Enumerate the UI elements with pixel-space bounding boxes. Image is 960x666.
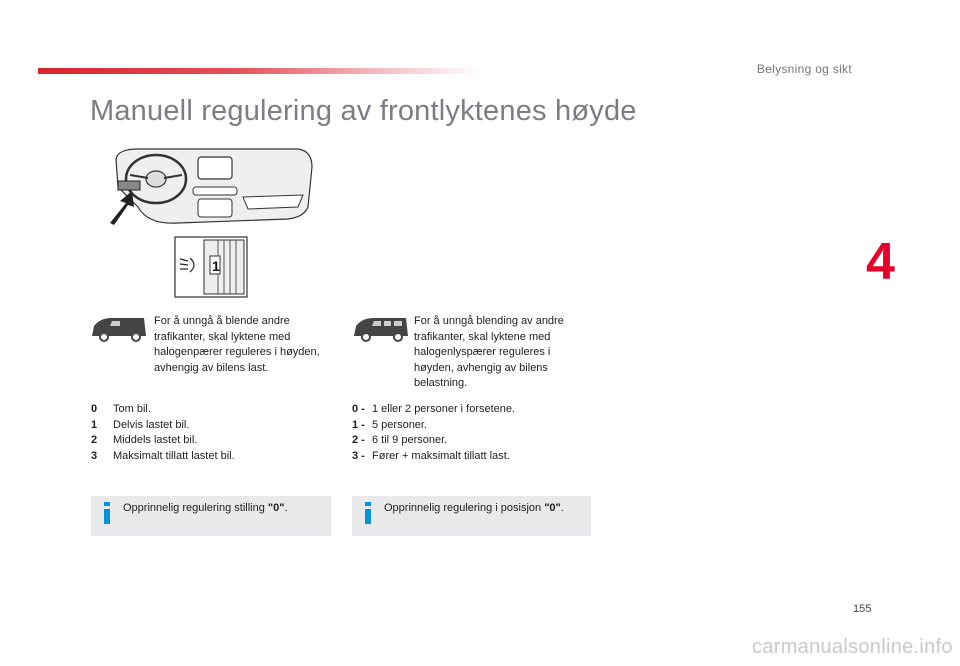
page-title: Manuell regulering av frontlyktenes høyde [90, 95, 637, 127]
list-text: Tom bil. [113, 403, 151, 415]
list-item [91, 433, 235, 449]
list-text: Middels lastet bil. [113, 434, 198, 446]
note-suffix: . [284, 502, 288, 514]
list-item [352, 449, 515, 465]
info-icon [362, 502, 374, 524]
info-icon [101, 502, 113, 524]
right-load-list [352, 402, 515, 464]
list-key: 3 - [352, 449, 365, 462]
list-key: 2 [91, 434, 98, 446]
note-prefix: Opprinnelig regulering i posisjon [384, 502, 545, 514]
list-text: 5 personer. [372, 418, 428, 431]
left-load-list [91, 402, 235, 464]
list-key: 0 [91, 403, 98, 415]
list-key: 1 [91, 418, 98, 431]
list-text: Delvis lastet bil. [113, 418, 190, 431]
list-text: 1 eller 2 personer i forsetene. [372, 403, 516, 415]
list-item [91, 449, 235, 465]
list-text: Maksimalt tillatt lastet bil. [113, 449, 235, 462]
list-item [352, 418, 515, 434]
note-text [123, 502, 288, 514]
note-value: "0" [544, 502, 561, 514]
page-number: 155 [853, 603, 872, 615]
dashboard-illustration [108, 147, 314, 227]
list-item [352, 433, 515, 449]
info-note-right [352, 496, 591, 536]
header-accent-bar [38, 68, 483, 74]
headlamp-adjust-knob-icon [174, 236, 248, 298]
watermark: carmanualsonline.info [752, 636, 953, 658]
info-note-left [91, 496, 331, 536]
note-text [384, 502, 564, 514]
van-icon [90, 316, 148, 342]
list-key: 3 [91, 449, 98, 462]
note-value: "0" [267, 502, 285, 514]
list-key: 1 - [352, 418, 365, 431]
switch-position-label: 1 [212, 258, 220, 274]
left-description: For å unngå å blende andre trafikanter, skal lyktene med halogenpærer reguleres i høyden, avhengig av bilens last. [154, 315, 320, 374]
list-item [91, 418, 235, 434]
section-title: Belysning og sikt [756, 62, 852, 76]
list-item [352, 402, 515, 418]
note-prefix: Opprinnelig regulering stilling [123, 502, 268, 514]
list-key: 2 - [352, 434, 365, 446]
chapter-number: 4 [866, 233, 895, 291]
list-key: 0 - [352, 403, 365, 415]
van-icon [352, 316, 410, 342]
list-item [91, 402, 235, 418]
list-text: Fører + maksimalt tillatt last. [372, 449, 510, 462]
list-text: 6 til 9 personer. [372, 434, 448, 446]
right-description: For å unngå blending av andre trafikanter, skal lyktene med halogenlyspærer reguleres i høyden, avhengig av bilens belastning. [414, 315, 564, 389]
note-suffix: . [560, 502, 564, 514]
